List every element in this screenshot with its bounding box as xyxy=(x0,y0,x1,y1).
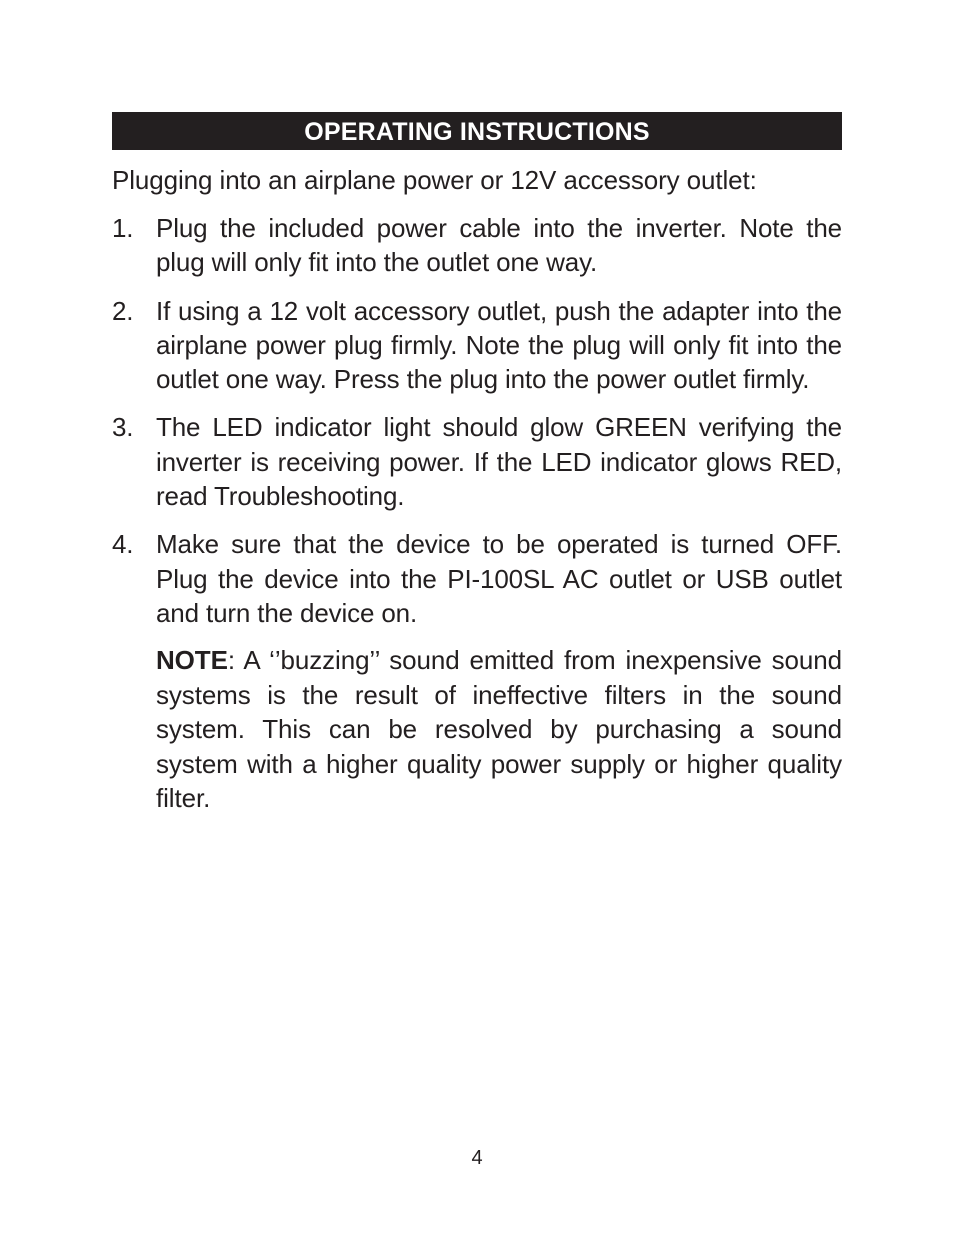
step-item xyxy=(112,294,842,397)
step-text: Make sure that the device to be operated is turned OFF. Plug the device into the PI-100SL AC outlet or USB outlet and turn the device on. xyxy=(156,529,842,628)
page-number: 4 xyxy=(471,1147,483,1169)
step-text: The LED indicator light should glow GREEN verifying the inverter is receiving power. If the LED indicator glows RED, read Troubleshooting. xyxy=(156,412,842,512)
note-paragraph xyxy=(112,643,842,816)
step-number: 2. xyxy=(112,295,134,326)
step-number: 3. xyxy=(112,412,134,443)
section-header xyxy=(112,112,842,150)
steps-list xyxy=(112,211,842,630)
step-text: If using a 12 volt accessory outlet, push the adapter into the airplane power plug firmly. Note the plug will only fit into the outlet one way. Press the plug into the power outlet firmly. xyxy=(156,295,842,395)
step-item xyxy=(112,410,842,513)
step-item xyxy=(112,211,842,280)
step-number: 4. xyxy=(112,529,134,560)
step-item xyxy=(112,527,842,630)
step-number: 1. xyxy=(112,213,134,243)
manual-page xyxy=(112,112,842,816)
note-label: NOTE xyxy=(156,645,228,676)
section-title: OPERATING INSTRUCTIONS xyxy=(304,118,650,146)
step-text: Plug the included power cable into the inverter. Note the plug will only fit into the outlet one way. xyxy=(156,213,842,278)
intro-text: Plugging into an airplane power or 12V accessory outlet: xyxy=(112,165,757,195)
note-text: : A ‘’buzzing’’ sound emitted from inexpensive sound systems is the result of ineffective filters in the sound system. This can be resolved by purchasing a sound system with a higher quality power supply or higher quality filter. xyxy=(156,645,842,814)
